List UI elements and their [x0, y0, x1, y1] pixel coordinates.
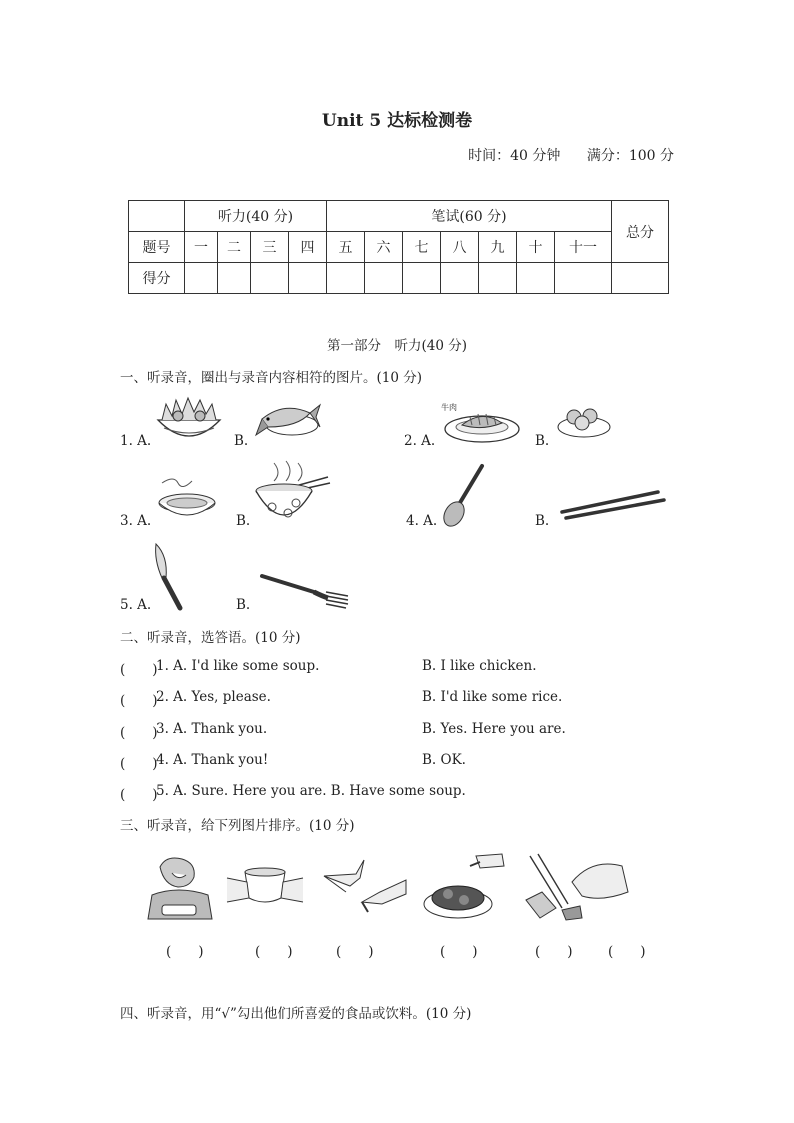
- answer-blank[interactable]: ( ): [120, 725, 158, 741]
- option-b: B. I like chicken.: [422, 658, 537, 674]
- score-cell[interactable]: [479, 263, 517, 294]
- answer-blank[interactable]: ( ): [120, 756, 158, 772]
- col-number: 五: [327, 232, 365, 263]
- order-blank[interactable]: ( ): [608, 944, 646, 960]
- option-label: B.: [234, 433, 249, 449]
- listening-header: 听力(40 分): [185, 201, 327, 232]
- section-4-heading: 四、听录音，用“√”勾出他们所喜爱的食品或饮料。(10 分): [120, 1006, 472, 1022]
- option-label: B.: [535, 433, 550, 449]
- score-cell[interactable]: [185, 263, 218, 294]
- option-a: 5. A. Sure. Here you are. B. Have some soup.: [156, 783, 466, 799]
- hands-bowl-icon[interactable]: [225, 862, 305, 914]
- score-cell[interactable]: [555, 263, 612, 294]
- writing-header: 笔试(60 分): [327, 201, 612, 232]
- option-label: B.: [535, 513, 550, 529]
- hands-chopsticks-icon[interactable]: [522, 852, 630, 922]
- pass-knife-icon[interactable]: [322, 856, 408, 914]
- score-cell[interactable]: [327, 263, 365, 294]
- option-label: 4. A.: [406, 513, 438, 529]
- option-a: 4. A. Thank you!: [156, 752, 269, 768]
- score-cell[interactable]: [289, 263, 327, 294]
- time-limit: 时间：40 分钟: [468, 148, 561, 164]
- noodle-bowl-icon[interactable]: [252, 459, 330, 529]
- total-header: 总分: [612, 201, 669, 263]
- score-cell[interactable]: [365, 263, 403, 294]
- option-b: B. OK.: [422, 752, 466, 768]
- option-label: 1. A.: [120, 433, 152, 449]
- col-number: 二: [218, 232, 251, 263]
- fish-icon[interactable]: [254, 397, 320, 441]
- score-cell[interactable]: [251, 263, 289, 294]
- knife-icon[interactable]: [150, 540, 190, 612]
- score-cell[interactable]: [218, 263, 251, 294]
- spoon-icon[interactable]: [438, 462, 488, 528]
- score-cell[interactable]: [441, 263, 479, 294]
- beef-plate-icon[interactable]: [442, 403, 522, 445]
- section-2-heading: 二、听录音，选答语。(10 分): [120, 630, 301, 646]
- section-3-heading: 三、听录音，给下列图片排序。(10 分): [120, 818, 355, 834]
- col-number: 十: [517, 232, 555, 263]
- row-label-score: 得分: [129, 263, 185, 294]
- part-heading: 第一部分 听力(40 分): [326, 338, 467, 354]
- score-table: [128, 200, 669, 294]
- table-corner: [129, 201, 185, 232]
- answer-blank[interactable]: ( ): [120, 787, 158, 803]
- beef-caption: 牛肉: [441, 403, 457, 412]
- person-eating-icon[interactable]: [146, 855, 214, 921]
- option-label: 2. A.: [404, 433, 436, 449]
- order-blank[interactable]: ( ): [535, 944, 573, 960]
- section-1-heading: 一、听录音，圈出与录音内容相符的图片。(10 分): [120, 370, 423, 386]
- option-a: 3. A. Thank you.: [156, 721, 268, 737]
- order-blank[interactable]: ( ): [336, 944, 374, 960]
- rice-balls-icon[interactable]: [556, 403, 612, 439]
- option-a: 1. A. I'd like some soup.: [156, 658, 320, 674]
- option-b: B. I'd like some rice.: [422, 689, 563, 705]
- row-label-number: 题号: [129, 232, 185, 263]
- score-cell[interactable]: [403, 263, 441, 294]
- order-blank[interactable]: ( ): [166, 944, 204, 960]
- chopsticks-icon[interactable]: [558, 488, 668, 520]
- col-number: 十一: [555, 232, 612, 263]
- option-label: 5. A.: [120, 597, 152, 613]
- salad-bowl-icon[interactable]: [154, 394, 224, 448]
- col-number: 六: [365, 232, 403, 263]
- plate-salt-icon[interactable]: [420, 852, 506, 922]
- col-number: 七: [403, 232, 441, 263]
- col-number: 八: [441, 232, 479, 263]
- score-cell[interactable]: [612, 263, 669, 294]
- soup-bowl-icon[interactable]: [156, 475, 218, 523]
- order-blank[interactable]: ( ): [440, 944, 478, 960]
- col-number: 一: [185, 232, 218, 263]
- option-label: 3. A.: [120, 513, 152, 529]
- col-number: 三: [251, 232, 289, 263]
- score-cell[interactable]: [517, 263, 555, 294]
- option-b: B. Yes. Here you are.: [422, 721, 566, 737]
- answer-blank[interactable]: ( ): [120, 693, 158, 709]
- page-title: Unit 5 达标检测卷: [321, 111, 473, 131]
- order-blank[interactable]: ( ): [255, 944, 293, 960]
- answer-blank[interactable]: ( ): [120, 662, 158, 678]
- col-number: 九: [479, 232, 517, 263]
- option-a: 2. A. Yes, please.: [156, 689, 271, 705]
- full-score: 满分：100 分: [586, 148, 674, 164]
- fork-icon[interactable]: [258, 570, 350, 610]
- option-label: B.: [236, 597, 251, 613]
- option-label: B.: [236, 513, 251, 529]
- col-number: 四: [289, 232, 327, 263]
- exam-meta: [446, 145, 674, 165]
